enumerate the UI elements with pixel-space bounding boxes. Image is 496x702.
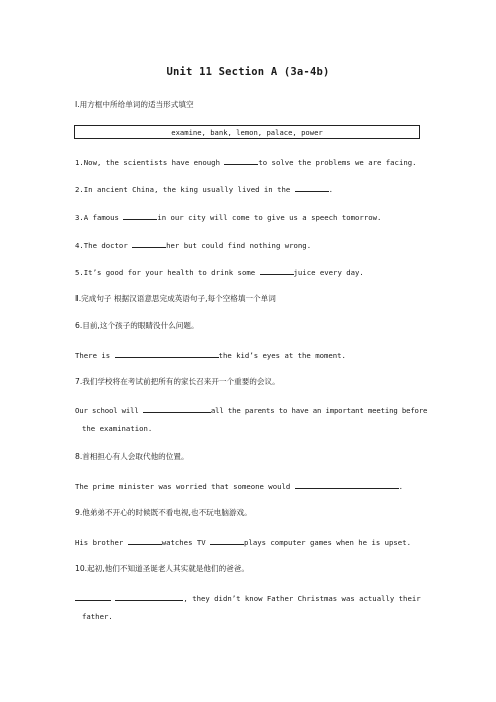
part2-heading: Ⅱ.完成句子 根据汉语意思完成英语句子,每个空格填一个单词 [75, 294, 276, 303]
word-box-text: examine, bank, lemon, palace, power [171, 128, 323, 137]
answer-blank[interactable] [132, 239, 166, 248]
answer-blank[interactable] [295, 480, 399, 489]
question-7-line2: the examination. [82, 424, 153, 433]
document-title: Unit 11 Section A (3a-4b) [166, 66, 330, 78]
question-10: , they didn’t know Father Christmas was actually their [75, 592, 421, 604]
answer-blank[interactable] [115, 592, 183, 601]
question-4: 4.The doctor her but could find nothing wrong. [75, 241, 312, 250]
answer-blank[interactable] [295, 183, 329, 192]
question-10-line2: father. [82, 612, 113, 621]
question-3: 3.A famous in our city will come to give us a speech tomorrow. [75, 213, 382, 222]
question-8-chinese: 8.首相担心有人会取代他的位置。 [75, 452, 189, 461]
question-8: The prime minister was worried that someone would . [75, 482, 404, 491]
question-2: 2.In ancient China, the king usually lived in the . [75, 185, 334, 194]
question-6: There is the kid’s eyes at the moment. [75, 351, 346, 360]
word-box [74, 125, 420, 139]
answer-blank[interactable] [75, 592, 111, 601]
answer-blank[interactable] [143, 404, 211, 413]
answer-blank[interactable] [123, 211, 157, 220]
answer-blank[interactable] [260, 266, 294, 275]
question-10-chinese: 10.起初,他们不知道圣诞老人其实就是他们的爸爸。 [75, 564, 249, 573]
question-9-chinese: 9.他弟弟不开心的时候既不看电视,也不玩电脑游戏。 [75, 508, 252, 517]
question-1: 1.Now, the scientists have enough to solve the problems we are facing. [75, 158, 417, 167]
question-9: His brother watches TV plays computer games when he is upset. [75, 538, 411, 547]
answer-blank[interactable] [224, 156, 258, 165]
question-7: Our school will all the parents to have an important meeting before [75, 406, 428, 415]
part1-heading: Ⅰ.用方框中所给单词的适当形式填空 [75, 100, 194, 109]
answer-blank[interactable] [210, 536, 244, 545]
question-5: 5.It’s good for your health to drink some juice every day. [75, 268, 364, 277]
answer-blank[interactable] [115, 349, 219, 358]
question-7-chinese: 7.我们学校将在考试前把所有的家长召来开一个重要的会议。 [75, 377, 280, 386]
answer-blank[interactable] [128, 536, 162, 545]
question-6-chinese: 6.目前,这个孩子的眼睛没什么问题。 [75, 321, 199, 330]
